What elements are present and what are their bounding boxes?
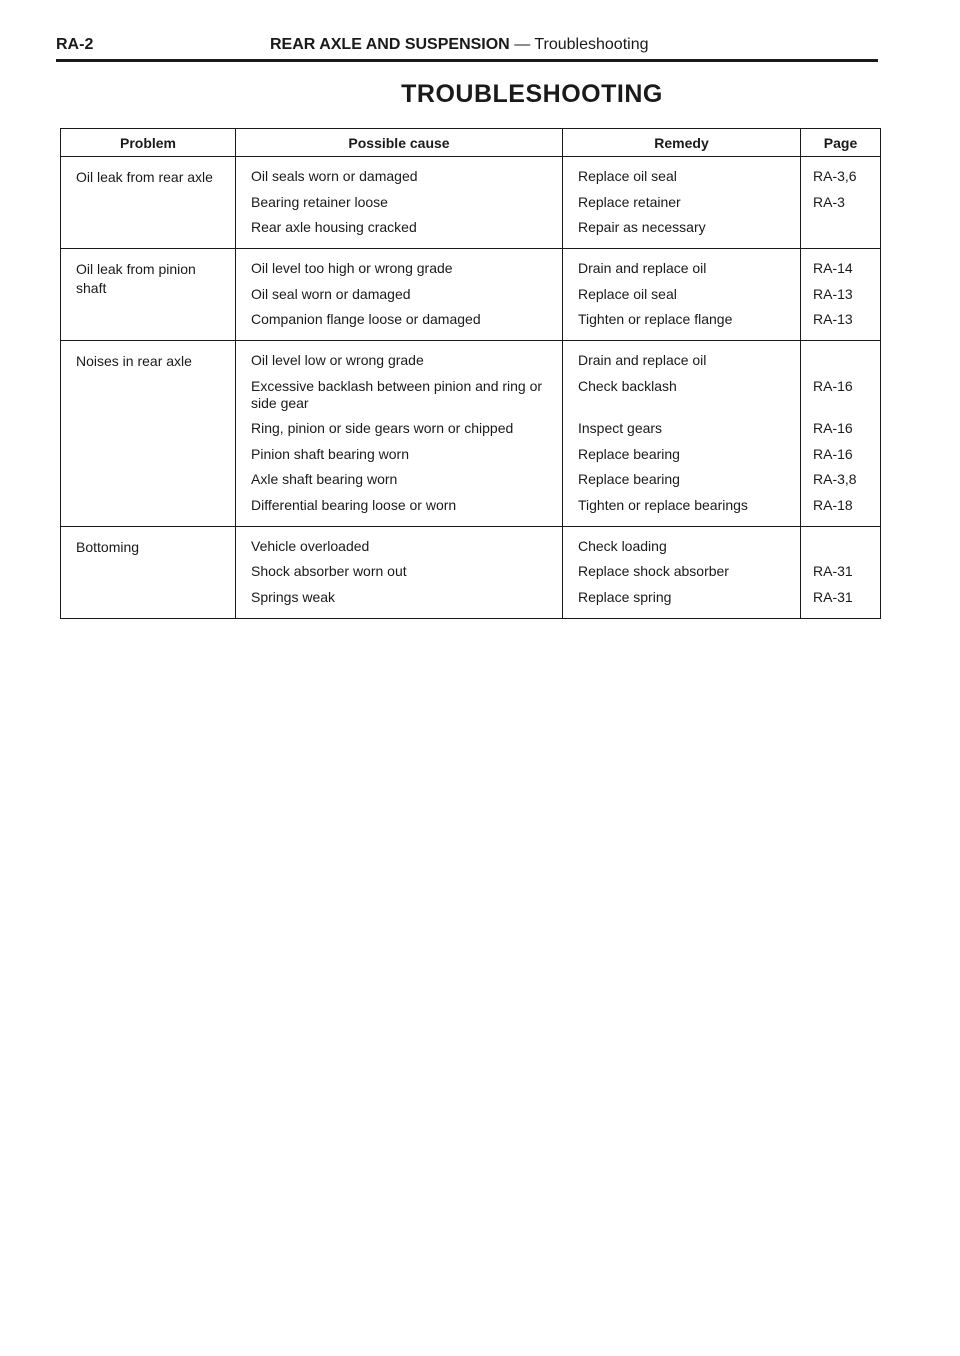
remedy-text: Drain and replace oil — [578, 352, 707, 368]
cause-cell — [236, 526, 563, 618]
cause-text: Bearing retainer loose — [251, 193, 388, 210]
remedy-text: Check backlash — [578, 377, 677, 394]
cause-cell — [236, 157, 563, 249]
cause-text: Ring, pinion or side gears worn or chipped — [251, 420, 514, 436]
remedy-text: Tighten or replace bearings — [578, 496, 748, 513]
page-reference: RA-3,8 — [813, 471, 857, 487]
troubleshooting-table — [60, 128, 881, 619]
page-reference: RA-31 — [813, 588, 853, 605]
page-reference: RA-13 — [813, 285, 853, 302]
running-title — [270, 36, 649, 54]
cause-text: Vehicle overloaded — [251, 537, 370, 554]
column-header-page: Page — [801, 129, 881, 157]
table-row — [61, 249, 881, 341]
column-header-cause: Possible cause — [236, 129, 563, 157]
remedy-cell — [563, 249, 801, 341]
problem-text: Noises in rear axle — [76, 353, 192, 369]
cause-text: Oil level low or wrong grade — [251, 352, 424, 368]
remedy-text: Drain and replace oil — [578, 260, 707, 276]
remedy-text: Inspect gears — [578, 420, 663, 436]
cause-text: Pinion shaft bearing worn — [251, 445, 409, 462]
page-reference: RA-14 — [813, 260, 853, 276]
problem-cell — [61, 157, 236, 249]
problem-text: Oil leak from rear axle — [76, 169, 213, 185]
cause-text: Springs weak — [251, 588, 336, 605]
problem-cell — [61, 526, 236, 618]
page-cell — [801, 526, 881, 618]
cause-text: Differential bearing loose or worn — [251, 496, 457, 513]
remedy-cell — [563, 157, 801, 249]
page-reference: RA-18 — [813, 496, 853, 513]
remedy-cell — [563, 526, 801, 618]
page-reference: RA-31 — [813, 563, 853, 579]
cause-text: Oil level too high or wrong grade — [251, 260, 453, 276]
remedy-cell — [563, 341, 801, 527]
page-cell — [801, 341, 881, 527]
page-reference — [811, 538, 870, 555]
section-title: REAR AXLE AND SUSPENSION — [270, 36, 510, 53]
page-reference — [811, 352, 870, 369]
table-row — [61, 157, 881, 249]
cause-text: Oil seals worn or damaged — [251, 168, 418, 184]
header-rule — [56, 59, 878, 62]
problem-text: Bottoming — [76, 538, 140, 555]
cause-text: Excessive backlash between pinion and ring or side gear — [251, 377, 543, 411]
page-reference — [811, 219, 870, 236]
page-reference: RA-16 — [813, 445, 853, 462]
remedy-text: Repair as necessary — [578, 219, 706, 235]
page-reference: RA-3,6 — [813, 168, 857, 184]
page-code: RA-2 — [56, 36, 94, 53]
cause-text: Shock absorber worn out — [251, 563, 407, 579]
problem-cell — [61, 249, 236, 341]
table-row — [61, 526, 881, 618]
table-header-row — [61, 129, 881, 157]
page-cell — [801, 157, 881, 249]
page-reference: RA-16 — [813, 377, 853, 394]
cause-text: Companion flange loose or damaged — [251, 311, 481, 327]
cause-text: Oil seal worn or damaged — [251, 285, 411, 302]
remedy-text: Replace oil seal — [578, 285, 677, 302]
remedy-text: Replace bearing — [578, 445, 680, 462]
remedy-text: Replace shock absorber — [578, 563, 729, 579]
page-reference: RA-3 — [813, 193, 845, 210]
cause-text: Axle shaft bearing worn — [251, 471, 398, 487]
page-title: TROUBLESHOOTING — [401, 80, 663, 108]
table-row — [61, 341, 881, 527]
problem-text: Oil leak from pinion shaft — [76, 261, 196, 296]
subsection-title: Troubleshooting — [534, 36, 649, 53]
page-reference: RA-13 — [813, 311, 853, 327]
cause-text: Rear axle housing cracked — [251, 219, 417, 235]
column-header-problem: Problem — [61, 129, 236, 157]
column-header-remedy: Remedy — [563, 129, 801, 157]
remedy-text: Replace retainer — [578, 193, 681, 210]
title-separator: — — [514, 36, 531, 53]
remedy-text: Replace spring — [578, 588, 672, 605]
problem-cell — [61, 341, 236, 527]
page-reference: RA-16 — [813, 420, 853, 436]
remedy-text: Check loading — [578, 537, 667, 554]
remedy-text: Tighten or replace flange — [578, 311, 733, 327]
cause-cell — [236, 341, 563, 527]
page-cell — [801, 249, 881, 341]
remedy-text: Replace bearing — [578, 471, 680, 487]
page-header — [56, 36, 880, 60]
remedy-text: Replace oil seal — [578, 168, 677, 184]
cause-cell — [236, 249, 563, 341]
